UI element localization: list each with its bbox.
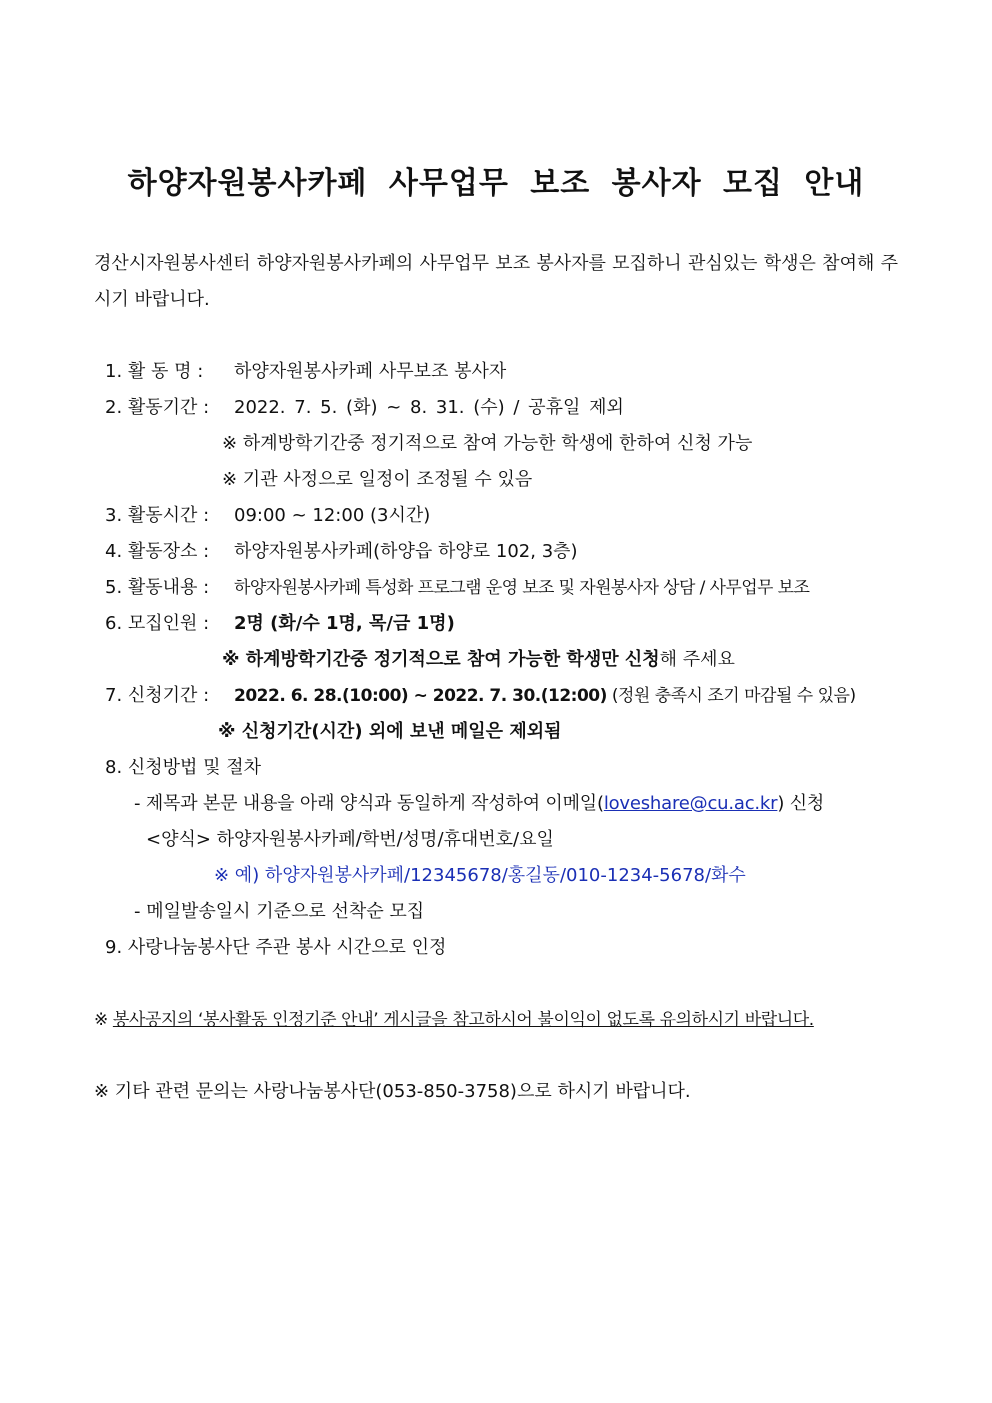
- item-6-label: 6. 모집인원 :: [105, 613, 210, 634]
- item-8-sub-2: - 메일발송일시 기준으로 선착순 모집: [134, 901, 425, 922]
- item-6-note: [222, 648, 735, 672]
- item-7-label: 7. 신청기간 :: [105, 685, 210, 706]
- item-3-label: 3. 활동시간 :: [105, 505, 210, 526]
- item-2-note-2: ※ 기관 사정으로 일정이 조정될 수 있음: [222, 469, 533, 490]
- page-title: 하양자원봉사카페 사무업무 보조 봉사자 모집 안내: [127, 166, 865, 201]
- item-4-label: 4. 활동장소 :: [105, 541, 210, 562]
- item-5-value: 하양자원봉사카페 특성화 프로그램 운영 보조 및 자원봉사자 상담 / 사무업무 보조: [234, 578, 810, 598]
- item-6-note-rest: 해 주세요: [659, 649, 735, 670]
- item-7-period: 2022. 6. 28.(10:00) ~ 2022. 7. 30.(12:00): [234, 686, 607, 706]
- notice-2: ※ 기타 관련 문의는 사랑나눔봉사단(053-850-3758)으로 하시기 바랍니다.: [94, 1081, 691, 1102]
- notice-1-text: 봉사공지의 ‘봉사활동 인정기준 안내’ 게시글을 참고하시어 불이익이 없도록 유의하시기 바랍니다.: [112, 1010, 814, 1030]
- item-8-sub-1-pre: - 제목과 본문 내용을 아래 양식과 동일하게 작성하여 이메일(: [134, 793, 604, 814]
- item-8-example: ※ 예) 하양자원봉사카페/12345678/홍길동/010-1234-5678/화수: [214, 865, 746, 886]
- item-4-value: 하양자원봉사카페(하양읍 하양로 102, 3층): [234, 541, 578, 562]
- item-8-sub-1: [134, 792, 824, 816]
- intro-paragraph: 경산시자원봉사센터 하양자원봉사카페의 사무업무 보조 봉사자를 모집하니 관심있는 학생은 참여해 주시기 바랍니다.: [94, 253, 898, 310]
- item-6-note-bold: ※ 하계방학기간중 정기적으로 참여 가능한 학생만 신청: [222, 649, 660, 670]
- item-3-value: 09:00 ~ 12:00 (3시간): [234, 505, 431, 526]
- item-2-label: 2. 활동기간 :: [105, 397, 210, 418]
- notice-1-mark: ※: [94, 1010, 108, 1030]
- notice-1: [94, 1008, 814, 1032]
- item-8-sub-1-post: ) 신청: [777, 793, 825, 814]
- item-9-label: 9. 사랑나눔봉사단 주관 봉사 시간으로 인정: [105, 937, 447, 958]
- item-2-note-1: ※ 하계방학기간중 정기적으로 참여 가능한 학생에 한하여 신청 가능: [222, 433, 753, 454]
- item-7-period-note: (정원 충족시 조기 마감될 수 있음): [611, 686, 856, 706]
- item-1-label: 1. 활 동 명 :: [105, 361, 204, 382]
- item-7-note: ※ 신청기간(시간) 외에 보낸 메일은 제외됨: [218, 721, 562, 742]
- item-7-value: [234, 684, 856, 708]
- item-5-label: 5. 활동내용 :: [105, 577, 210, 598]
- email-link[interactable]: loveshare@cu.ac.kr: [603, 793, 778, 814]
- item-6-value: 2명 (화/수 1명, 목/금 1명): [234, 613, 455, 634]
- item-8-label: 8. 신청방법 및 절차: [105, 757, 262, 778]
- item-1-value: 하양자원봉사카페 사무보조 봉사자: [234, 361, 507, 382]
- item-8-form: <양식> 하양자원봉사카페/학번/성명/휴대번호/요일: [146, 829, 554, 850]
- item-2-value: 2022. 7. 5. (화) ~ 8. 31. (수) / 공휴일 제외: [234, 397, 624, 418]
